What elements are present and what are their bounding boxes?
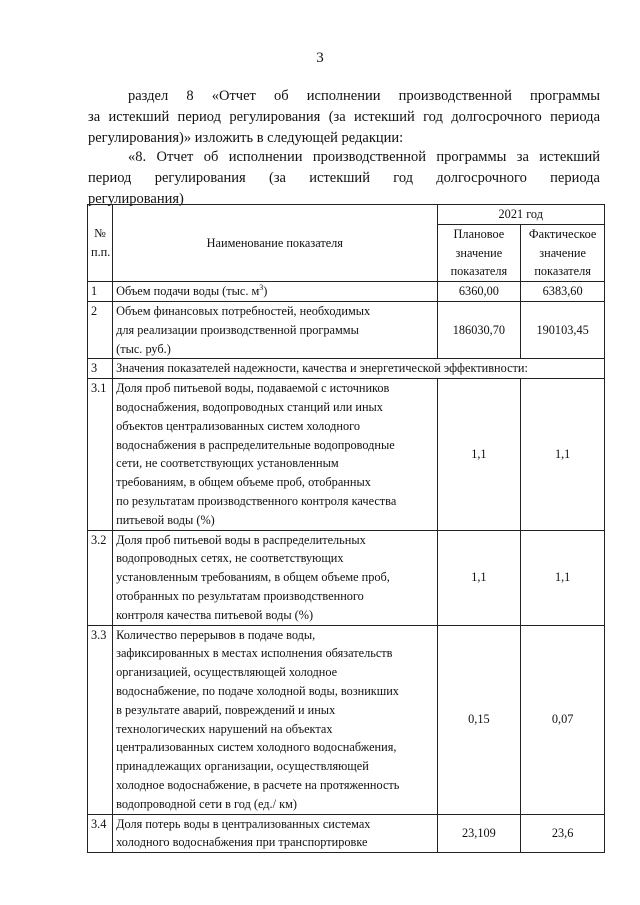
table-row <box>88 379 605 530</box>
row-num: 3.3 <box>88 625 113 814</box>
intro-paragraph <box>88 86 600 149</box>
row-fact: 6383,60 <box>521 282 605 302</box>
intro-line-1: раздел 8 «Отчет об исполнении производственной программы <box>128 88 600 104</box>
table-row <box>88 625 605 814</box>
row-num: 3 <box>88 359 113 379</box>
intro-line-2: за истекший период регулирования (за истекший год долгосрочного периода <box>88 109 600 125</box>
row-plan: 1,1 <box>437 379 521 530</box>
header-row-year <box>88 205 605 225</box>
row-num: 2 <box>88 301 113 358</box>
row-name-tail: ) <box>263 284 268 299</box>
row-fact: 1,1 <box>521 379 605 530</box>
header-num: № п.п. <box>88 205 113 282</box>
section-line-3: регулирования) <box>88 191 184 207</box>
intro-line-3: регулирования)» изложить в следующей редакции: <box>88 130 404 146</box>
report-table <box>87 204 605 853</box>
row-fact: 190103,45 <box>521 301 605 358</box>
section-line-2: период регулирования (за истекший год долгосрочного периода <box>88 170 600 186</box>
section-line-1: «8. Отчет об исполнении производственной программы за истекший <box>128 149 600 165</box>
table-row <box>88 814 605 853</box>
row-num: 3.4 <box>88 814 113 853</box>
row-fact: 0,07 <box>521 625 605 814</box>
section-title <box>88 147 600 210</box>
row-name: Значения показателей надежности, качества и энергетической эффективности: <box>113 359 605 379</box>
table-row <box>88 359 605 379</box>
table-row <box>88 282 605 302</box>
row-name-sup: 3 <box>259 283 264 293</box>
header-name: Наименование показателя <box>113 205 437 282</box>
row-plan: 6360,00 <box>437 282 521 302</box>
page-number: 3 <box>316 50 324 66</box>
header-fact: Фактическое значение показателя <box>521 224 605 281</box>
row-plan: 23,109 <box>437 814 521 853</box>
row-name: Доля проб питьевой воды, подаваемой с источников водоснабжения, водопроводных станций или иных объектов централизованных систем холодного водоснабжения в распределительные водопроводные сети, не соответствующих установленным требованиям, в общем объеме проб, отобранных по результатам производственного контроля качества питьевой воды (%) <box>113 379 437 530</box>
row-num: 3.1 <box>88 379 113 530</box>
row-fact: 23,6 <box>521 814 605 853</box>
row-name: Объем финансовых потребностей, необходимых для реализации производственной программы (тыс. руб.) <box>113 301 437 358</box>
row-plan: 1,1 <box>437 530 521 625</box>
row-name <box>113 282 437 302</box>
row-num: 3.2 <box>88 530 113 625</box>
table-row <box>88 530 605 625</box>
table-row <box>88 301 605 358</box>
row-name: Доля проб питьевой воды в распределительных водопроводных сетях, не соответствующих установленным требованиям, в общем объеме проб, отобранных по результатам производственного контроля качества питьевой воды (%) <box>113 530 437 625</box>
row-plan: 186030,70 <box>437 301 521 358</box>
row-name-text: Объем подачи воды (тыс. м <box>116 284 260 299</box>
row-plan: 0,15 <box>437 625 521 814</box>
header-plan: Плановое значение показателя <box>437 224 521 281</box>
row-name: Количество перерывов в подаче воды, зафиксированных в местах исполнения обязательств организацией, осуществляющей холодное водоснабжение, по подаче холодной воды, возникших в результате аварий, повреждений и иных технологических нарушений на объектах централизованных систем холодного водоснабжения, принадлежащих организации, осуществляющей холодное водоснабжение, в расчете на протяженность водопроводной сети в год (ед./ км) <box>113 625 437 814</box>
header-year: 2021 год <box>437 205 604 225</box>
row-num: 1 <box>88 282 113 302</box>
row-fact: 1,1 <box>521 530 605 625</box>
row-name: Доля потерь воды в централизованных системах холодного водоснабжения при транспортировке <box>113 814 437 853</box>
